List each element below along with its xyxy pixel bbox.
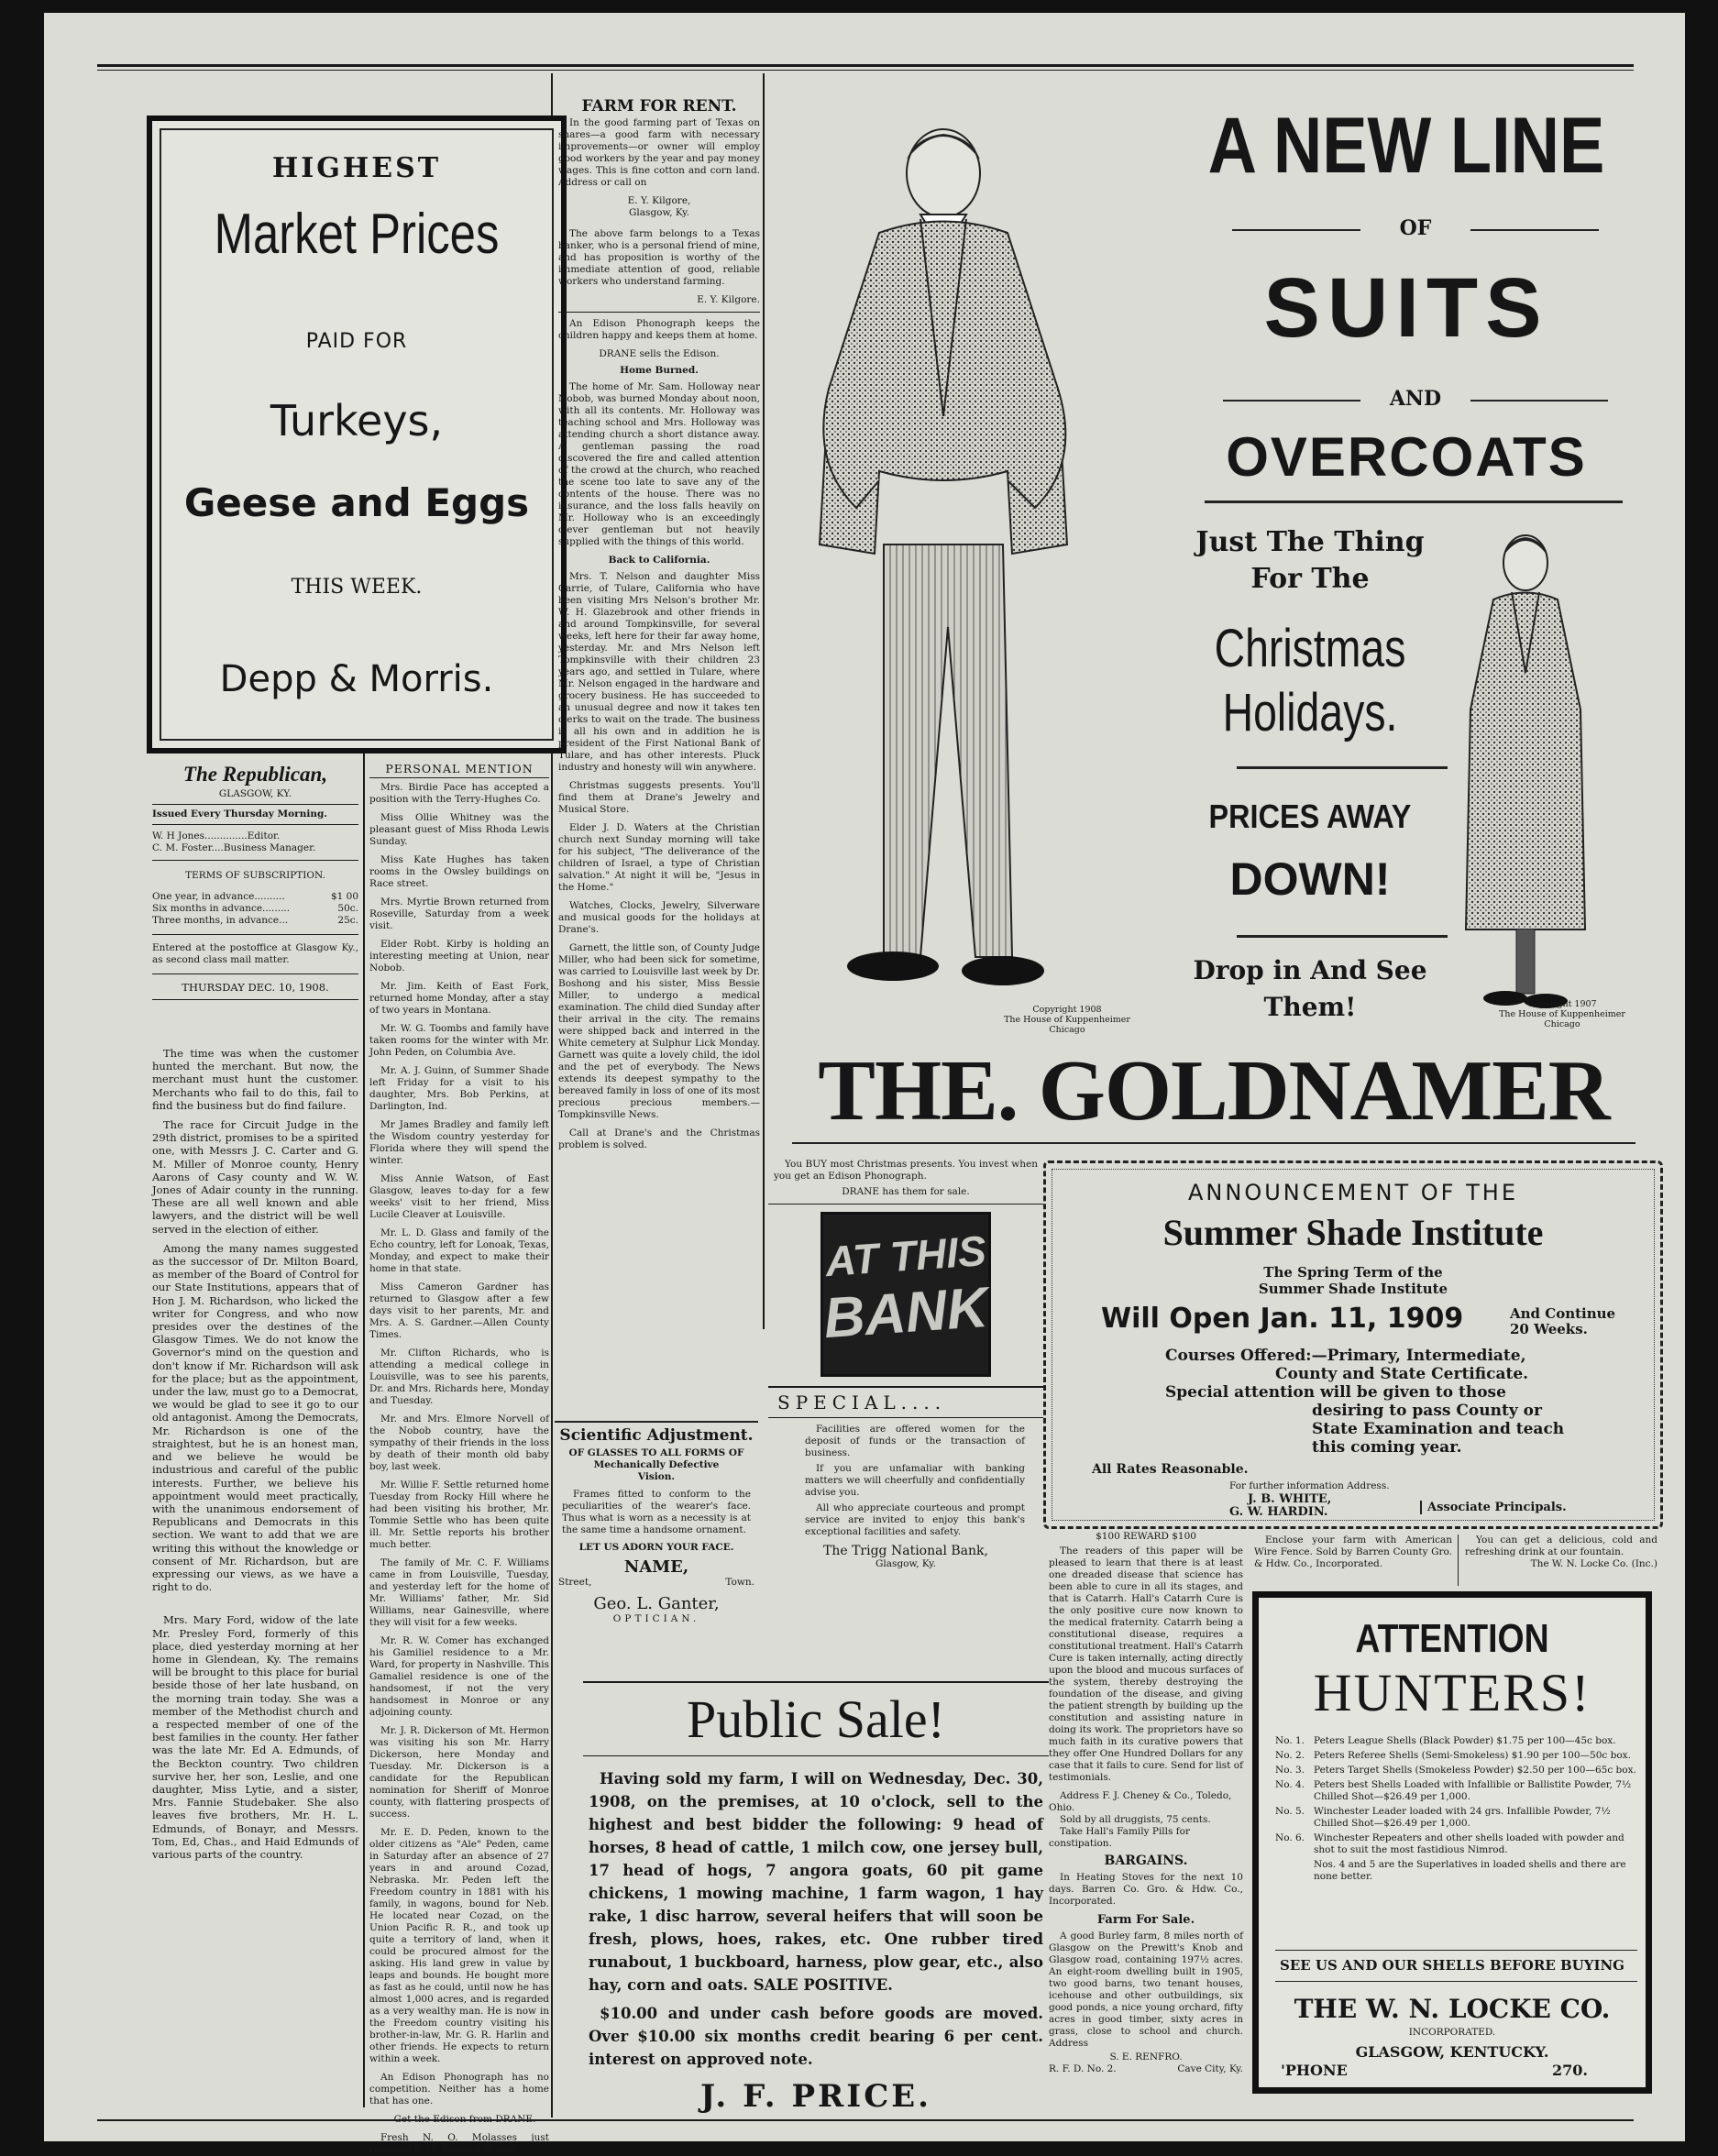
shell-item: No. 3. Peters Target Shells (Smokeless Powder) $2.50 per 100—65c box. (1275, 1765, 1636, 1776)
public-sale-name: J. F. PRICE. (699, 2078, 932, 2115)
personal-item: Elder Robt. Kirby is holding an interesting meeting at Union, near Nobob. (369, 939, 549, 974)
newspaper-page (44, 13, 1685, 2155)
depp-morris-label: Depp & Morris. (219, 658, 494, 700)
reward-pills: Take Hall's Family Pills for constipation. (1049, 1826, 1190, 1849)
institute-ad (1043, 1160, 1663, 1529)
this-week-label: THIS WEEK. (291, 576, 423, 599)
bank-place: Glasgow, Ky. (876, 1558, 936, 1569)
goldnamer-ad (774, 77, 1654, 1150)
attention-heading: ATTENTION (1355, 1616, 1549, 1661)
bottom-rule (97, 2119, 1634, 2121)
prices-away: PRICES AWAY (1208, 798, 1412, 835)
top-rule (97, 64, 1634, 67)
california-body: Mrs. T. Nelson and daughter Miss Carrie, of Tulare, California who have been visiting Mrs Nelson's brother Mr. W. H. Glazebrook and other friends in and around Tompkinsville, for several weeks, left here for their far away home, yesterday. Mr. and Mrs Nelson left Tompkinsville with their children 23 years ago, and settled in Tulare, where Mr. Nelson engaged in the hardware and grocery business. He has succeeded to an unusual degree and now it takes ten clerks to wait on the trade. The business is all his own and in addition he is president of the First National Bank of Tulare, and has other interests. Pluck industry and honesty will win anywhere. (558, 571, 760, 773)
of-label: OF (1360, 216, 1470, 240)
home-burned-heading: Home Burned. (620, 365, 699, 376)
bank-buy-note: You BUY most Christmas presents. You invest when you get an Edison Phonograph. (774, 1159, 1038, 1182)
shell-item: No. 5. Winchester Leader loaded with 24 grs. Infallible Powder, 7½ Chilled Shot—$26.49 per 1,000. (1275, 1806, 1611, 1829)
personal-item: Miss Ollie Whitney was the pleasant guest of Miss Rhoda Lewis Sunday. (369, 812, 549, 847)
reward-column (1049, 1531, 1243, 2118)
optician-adorn: LET US ADORN YOUR FACE. (578, 1542, 734, 1553)
personal-item: Miss Cameron Gardner has returned to Glasgow after a few days visit to her parents, Mr. and Mrs. A. S. Gardner.—Allen County Times. (369, 1282, 549, 1340)
bank-ad (768, 1155, 1043, 1678)
reward-body: The readers of this paper will be pleased to learn that there is at least one dreaded disease that science has been able to cure in all its stages, and that is Catarrh. Hall's Catarrh Cure is the only positive cure now known to the medical fraternity. Catarrh being a constitutional disease, requires a constitutional treatment. Hall's Catarrh Cure is taken internally, acting directly upon the blood and mucous surfaces of the system, thereby destroying the foundation of the disease, and giving the patient strength by building up the constitution and assisting nature in doing its work. The proprietors have so much faith in its curative powers that they offer One Hundred Dollars for any case that it fails to cure. Send for list of testimonials. (1049, 1546, 1243, 1783)
farm-sale-signature: S. E. RENFRO. (1109, 2052, 1183, 2062)
paid-for-label: PAID FOR (305, 330, 408, 353)
personal-item: Fresh N. O. Molasses just received F. M. Redford & Son. (369, 2132, 549, 2155)
spring-term: The Spring Term of the (1263, 1264, 1443, 1281)
optician-town: Town. (725, 1577, 754, 1588)
public-sale-ad (583, 1681, 1049, 2121)
shell-item: No. 2. Peters Referee Shells (Semi-Smokeless) $1.90 per 100—50c box. (1275, 1750, 1631, 1761)
personal-item: The family of Mr. C. F. Williams came in from Louisville, Tuesday, and yesterday left for the home of Mr. Williams' father, Mr. Sid Williams, near Gainesville, where they will visit for a few weeks. (369, 1557, 549, 1628)
personal-item: Mr. Clifton Richards, who is attending a medical college in Louisville, was to see his parents, Dr. and Mrs. Richards here, Monday and Tuesday. (369, 1348, 549, 1406)
editorial-column (152, 1047, 358, 2110)
bargains-body: In Heating Stoves for the next 10 days. Barren Co. Gro. & Hdw. Co., Incorporated. (1049, 1872, 1243, 1907)
masthead-manager: C. M. Foster....Business Manager. (152, 842, 316, 853)
bank-body-3: All who appreciate courteous and prompt service are invited to enjoy this bank's exceptional facilities and safety. (805, 1502, 1025, 1537)
editorial-paragraph: The race for Circuit Judge in the 29th district, promises to be a spirited one, with Messrs J. C. Carter and G. M. Miller of Monroe county, Henry Aarons of Casy county and W. W. Jones of Adair county in the running. These are all well known and able lawyers, and the district will be well served in the election of either. (152, 1118, 358, 1236)
farm-rent-signature-2: E. Y. Kilgore. (697, 294, 760, 305)
optician-sub-2: Mechanically Defective (593, 1459, 720, 1470)
personal-item: Mrs. Birdie Pace has accepted a position with the Terry-Hughes Co. (369, 782, 549, 805)
farm-rent-heading: FARM FOR RENT. (581, 97, 737, 116)
highest-label: HIGHEST (271, 152, 442, 184)
editorial-paragraph: Among the many names suggested as the successor of Dr. Milton Board, as member of the Board of Control for our State Institutions, appears that of Hon J. M. Richardson, who licked the writer for Congress, and who now presides over the destines of the Glasgow Times. We do not know the Governor's mind on the question and don't know if Mr. Richardson will ask for the place; but as the appointment, under the law, must go to a Democrat, we would be glad to see it go to our old antagonist. Among the Democrats, Mr. Richardson is one of the straightest, but he is an honest man, and we believe he would be industrious and careful of the public interests. Further, we believe his appointment would meet practically, with the unanimous endorsement of Republicans and Democrats in this section. We want to add that we are writing this without the knowledge or consent of Mr. Richardson, but are expressing our views, as we have a right to do. (152, 1241, 358, 1594)
masthead-title: The Republican, (182, 763, 328, 786)
farm-rent-body: In the good farming part of Texas on shares—a good farm with necessary improvements—or owner will employ good workers by the year and pay money wages. This is fine cotton and corn land. Address or call on (558, 117, 760, 188)
farm-rent-body-2: The above farm belongs to a Texas banker, who is a personal friend of mine, and has proposition is worthy of the immediate attention of good, reliable workers who understand farming. (558, 228, 760, 287)
farm-sale-heading: Farm For Sale. (1096, 1913, 1195, 1927)
bargains-heading: BARGAINS. (1104, 1854, 1188, 1868)
personal-item: Miss Kate Hughes has taken rooms in the Owsley buildings on Race street. (369, 854, 549, 889)
bank-name: The Trigg National Bank, (823, 1544, 988, 1558)
bank-logo (820, 1212, 991, 1377)
masthead-issued: Issued Every Thursday Morning. (152, 808, 327, 820)
goldnamer-name: THE. GOLDNAMER (818, 1043, 1610, 1138)
waters-note: Elder J. D. Waters at the Christian church next Sunday morning will take for his subject, "The deliverance of the children of Israel, a type of Christian salvation." At night it will be, "Jesus in the Home." (558, 822, 760, 893)
top-rule-thin (97, 70, 1634, 71)
optician-body: Frames fitted to conform to the peculiarities of the wearer's face. Thus what is worn as a necessity is at the same time a handsome ornament. (562, 1489, 751, 1535)
reward-heading: $100 REWARD $100 (1096, 1531, 1196, 1542)
shells-list (1275, 1735, 1637, 1883)
optician-heading: Scientific Adjustment. (559, 1426, 754, 1445)
personal-item: Miss Annie Watson, of East Glasgow, leaves to-day for a few weeks' visit to her friend, Miss Lucile Cleaver at Louisville. (369, 1173, 549, 1220)
locke-company: THE W. N. LOCKE CO. (1294, 1994, 1611, 2024)
masthead-editor: W. H Jones..............Editor. (152, 830, 281, 842)
spring-term-2: Summer Shade Institute (1258, 1281, 1448, 1297)
further-info: For further information Address. (1229, 1480, 1390, 1491)
personal-item: Mr James Bradley and family left the Wisdom country yesterday for Florida where they will spend the winter. (369, 1119, 549, 1166)
new-line-heading: A NEW LINE (1207, 102, 1605, 190)
bank-logo-line-1: AT THIS (823, 1226, 988, 1286)
drane-christmas-note: Call at Drane's and the Christmas problem is solved. (558, 1128, 760, 1150)
institute-name: Summer Shade Institute (1162, 1212, 1544, 1253)
california-heading: Back to California. (608, 555, 710, 566)
personal-item: Mr. and Mrs. Elmore Norvell of the Nobob country, have the sympathy of their friends in the loss by death of their month old baby boy, last week. (369, 1414, 549, 1472)
personal-item: Mr. L. D. Glass and family of the Echo country, left for Lonoak, Texas, Monday, and expect to make their home in that state. (369, 1227, 549, 1274)
down-heading: DOWN! (1229, 853, 1391, 905)
masthead-entered: Entered at the postoffice at Glasgow Ky., as second class mail matter. (152, 942, 358, 965)
hunters-heading: HUNTERS! (1313, 1663, 1591, 1722)
personal-item: Mr. J. R. Dickerson of Mt. Hermon was visiting his son Mr. Harry Dickerson, here Monday and Tuesday. Mr. Dickerson is a candidate for the Republican nomination for Sheriff of Monroe county, with flattering prospects of success. (369, 1725, 549, 1820)
market-prices-title: Market Prices (214, 203, 500, 266)
personal-item: Mr. W. G. Toombs and family have taken rooms for the winter with Mr. John Peden, on Columbia Ave. (369, 1023, 549, 1058)
see-us-label: SEE US AND OUR SHELLS BEFORE BUYING (1279, 1957, 1624, 1974)
terms-heading: TERMS OF SUBSCRIPTION. (185, 870, 325, 881)
christmas-heading: Christmas (1214, 619, 1406, 678)
associate-principals: Associate Principals. (1420, 1501, 1629, 1514)
optician-street: Street, (558, 1577, 592, 1588)
shell-item: No. 4. Peters best Shells Loaded with Infallible or Ballistite Powder, 7½ Chilled Shot—$26.49 per 1,000. (1275, 1779, 1632, 1802)
optician-name-field: NAME, (623, 1557, 689, 1577)
personal-item: An Edison Phonograph has no competition. Neither has a home that has one. (369, 2072, 549, 2106)
drop-in: Drop in And See (1193, 955, 1427, 985)
personal-item: Mr. Willie F. Settle returned home Tuesday from Rocky Hill where he had been visiting his brother, Mr. Tommie Settle who has been quite ill. Mr. Settle reports his brother much better. (369, 1480, 549, 1550)
personal-item: Mr. E. D. Peden, known to the older citizens as "Ale" Peden, came in Saturday after an absence of 27 years in and around Cozad, Nebraska. Mr. Peden left the Freedom country in 1881 with his family, in wagons, bound for Neb. He located near Cozad, on the Union Pacific R. R., and took up quite a territory of land, when it could be procured almost for the asking. His land grew in value by leaps and bounds. He bought more as fast as he could, until now he has almost 1,000 acres, and is regarded as a very wealthy man. He is now in the Freedom country visiting his brother-in-law, Mr. G. R. Harlin and other friends. He expects to return within a week. (369, 1827, 549, 2064)
shell-item: No. 6. Winchester Repeaters and other shells loaded with powder and shot to suit the most fastidious Nimrod. (1275, 1832, 1624, 1855)
christmas-note: Christmas suggests presents. You'll find them at Drane's Jewelry and Musical Store. (558, 780, 760, 815)
personal-item: Mr. R. W. Comer has exchanged his Gamiliel residence to a Mr. Ward, for property in Nashville. This Gamaliel residence is one of the handsomest, if not the very handsomest in Monroe or any adjoining county. (369, 1635, 549, 1718)
optician-ad (555, 1421, 758, 1688)
geese-eggs-label: Geese and Eggs (183, 480, 530, 525)
optician-signature: Geo. L. Ganter, (593, 1594, 720, 1613)
announcement-label: ANNOUNCEMENT OF THE (1188, 1180, 1518, 1205)
rates-reasonable: All Rates Reasonable. (1092, 1462, 1249, 1477)
turkeys-label: Turkeys, (270, 396, 444, 446)
public-sale-terms: $10.00 and under cash before goods are moved. Over $10.00 six months credit bearing 6 per cent. interest on approved note. (589, 2005, 1043, 2068)
home-burned-body: The home of Mr. Sam. Holloway near Nobob, was burned Monday about noon, with all its contents. Mr. Holloway was teaching school and Mrs. Holloway was attending church a short distance away. A gentleman passing the road discovered the fire and called attention of the crowd at the church, who reached the scene too late to save any of the contents of the house. There was no insurance, and the loss falls heavily on Mr. Holloway who is an exceedingly clever gentleman but not heavily supplied with the things of this world. (558, 381, 760, 547)
shell-item: No. 1. Peters League Shells (Black Powder) $1.75 per 100—45c box. (1275, 1735, 1616, 1746)
reward-address: Address F. J. Cheney & Co., Toledo, Ohio. (1049, 1790, 1232, 1813)
man-in-overcoat-illustration (1443, 526, 1608, 1021)
optician-sub-3: Vision. (637, 1471, 676, 1482)
overcoats-heading: OVERCOATS (1226, 426, 1587, 488)
watches-note: Watches, Clocks, Jewelry, Silverware and musical goods for the holidays at Drane's. (558, 900, 760, 935)
copyright-1: Copyright 1908 The House of Kuppenheimer Chicago (1004, 1005, 1130, 1035)
phone-number: 270. (1552, 2062, 1588, 2079)
garnett-note: Garnett, the little son, of County Judge Miller, who had been sick for sometime, was carried to Louisville last week by Dr. Boshong and his sister, Miss Bessie Miller, to undergo a medical examination. The child died Sunday after their arrival in the city. The remains were shipped back and interred in the White cemetery at Sulphur Lick Monday. Garnett was quite a lovely child, the idol and the pet of everybody. The News extends its deepest sympathy to the bereaved family in loss of one of its most precious precious members.—Tompkinsville News. (558, 942, 760, 1120)
locke-incorporated: INCORPORATED. (1408, 2027, 1496, 2038)
cold-drink-note: You can get a delicious, cold and refreshing drink at our fountain. The W. N. Locke Co. (Inc.) (1465, 1534, 1657, 1569)
principals: J. B. WHITE, G. W. HARDIN. (1229, 1492, 1332, 1519)
personal-item: Mrs. Myrtie Brown returned from Roseville, Saturday from a week visit. (369, 896, 549, 931)
personal-mention-column (369, 762, 549, 2155)
terms-list (152, 891, 358, 927)
farm-rent-signature-place: Glasgow, Ky. (629, 207, 689, 218)
bank-logo-line-2: BANK (821, 1275, 990, 1351)
bank-special: SPECIAL.... (777, 1392, 947, 1414)
shells-note: Nos. 4 and 5 are the Superlatives in loaded shells and there are none better. (1314, 1859, 1626, 1882)
optician-title: OPTICIAN. (612, 1613, 700, 1624)
masthead-place: GLASGOW, KY. (218, 788, 292, 799)
column-rule (363, 751, 365, 2107)
copyright-2: Copyright 1907 The House of Kuppenheimer Chicago (1499, 999, 1625, 1029)
masthead-date: THURSDAY DEC. 10, 1908. (182, 981, 329, 994)
personal-item: Mr. A. J. Guinn, of Summer Shade left Friday for a visit to his daughter, Mrs. Bob Perkins, at Darlington, Ind. (369, 1065, 549, 1112)
continue-label: And Continue 20 Weeks. (1510, 1305, 1616, 1337)
reward-sold: Sold by all druggists, 75 cents. (1060, 1814, 1211, 1825)
personal-item: Mr. Jim. Keith of East Fork, returned home Monday, after a stay of two years in Montana. (369, 981, 549, 1016)
courses-offered: Courses Offered:—Primary, Intermediate, County and State Certificate. Special attention will be given to those desiring to pass County or State Examination and teach this coming year. (1165, 1347, 1565, 1457)
terms-row: One year, in advance.......... $1 00 (152, 891, 358, 902)
bank-drane-note: DRANE has them for sale. (842, 1186, 970, 1197)
public-sale-heading: Public Sale! (687, 1689, 945, 1749)
hunters-ad (1252, 1591, 1652, 2094)
personal-mention-heading: PERSONAL MENTION (369, 763, 549, 778)
and-label: AND (1360, 387, 1470, 411)
editorial-paragraph: The time was when the customer hunted the merchant. But now, the merchant must hunt the customer. Merchants who fail to do this, fail to find the business but do find failure. (152, 1047, 358, 1112)
news-column-3 (558, 97, 760, 1412)
for-the: For The (1250, 563, 1370, 595)
terms-row: Six months in advance......... 50c. (152, 903, 358, 914)
drane-edison: DRANE sells the Edison. (599, 348, 720, 359)
fence-note: Enclose your farm with American Wire Fence. Sold by Barren County Gro. & Hdw. Co., Incorporated. (1249, 1534, 1459, 1586)
public-sale-body: Having sold my farm, I will on Wednesday, Dec. 30, 1908, on the premises, at 10 o'clock, sell to the highest and best bidder the following: 9 head of horses, 8 head of cattle, 1 milch cow, one jersey bull, 17 head of hogs, 7 angora goats, 60 pit game chickens, 1 mowing machine, 1 farm wagon, 1 hay rake, 1 disc harrow, several heifers that will soon be fresh, plows, hoes, rakes, etc. One rubber tired runabout, 1 buckboard, harness, plow gear, etc., also hay, corn and oats. SALE POSITIVE. (589, 1770, 1043, 1994)
farm-sale-address: R. F. D. No. 2. Cave City, Ky. (1049, 2063, 1243, 2074)
editorial-paragraph: Mrs. Mary Ford, widow of the late Mr. Presley Ford, formerly of this place, died yesterday morning at her home in Glendean, Ky. The remains will be brought to this place for burial beside those of her late husband, on the morning train today. She was a member of the Methodist church and a respected member of one of the best families in the county. Her father was the late Mr. Ed A. Edmunds, of the Beckton country. Two children survive her, her son, Leslie, and one daughter, Miss Lytie, and a sister, Mrs. Fannie Studebaker. She also leaves five brothers, Mr. H. L. Edmunds, of Bonayr, and Messrs. Tom, Ed, Chas., and Haid Edmunds of various parts of the country. (152, 1613, 358, 1861)
farm-rent-signature: E. Y. Kilgore, (627, 195, 691, 206)
terms-row: Three months, in advance... 25c. (152, 915, 358, 926)
just-the-thing: Just The Thing (1195, 526, 1425, 558)
farm-sale-body: A good Burley farm, 8 miles north of Glasgow on the Prewitt's Knob and Glasgow road, containing 197½ acres. An eight-room dwelling built in 1905, two good barns, two tenant houses, icehouse and other outbuildings, six good ponds, a nice young orchard, fifty acres in good timber, sixty acres in grass, close to school and church. Address (1049, 1930, 1243, 2049)
see-them: Them! (1263, 992, 1357, 1022)
column-rule (763, 73, 765, 1329)
optician-street-town (558, 1577, 754, 1589)
locke-city: GLASGOW, KENTUCKY. (1355, 2043, 1549, 2061)
holidays-heading: Holidays. (1222, 683, 1398, 742)
man-in-suit-illustration (792, 114, 1159, 1030)
will-open: Will Open Jan. 11, 1909 (1101, 1303, 1464, 1335)
suits-heading: SUITS (1263, 261, 1549, 355)
market-prices-ad (147, 116, 567, 754)
optician-sub: OF GLASSES TO ALL FORMS OF (568, 1447, 744, 1458)
edison-note: An Edison Phonograph keeps the children happy and keeps them at home. (558, 318, 760, 341)
phone-label: 'PHONE (1281, 2062, 1348, 2079)
bank-body-2: If you are unfamaliar with banking matters we will cheerfully and confidentially advise you. (805, 1463, 1025, 1498)
bank-body: Facilities are offered women for the deposit of funds or the transaction of business. (805, 1424, 1025, 1458)
